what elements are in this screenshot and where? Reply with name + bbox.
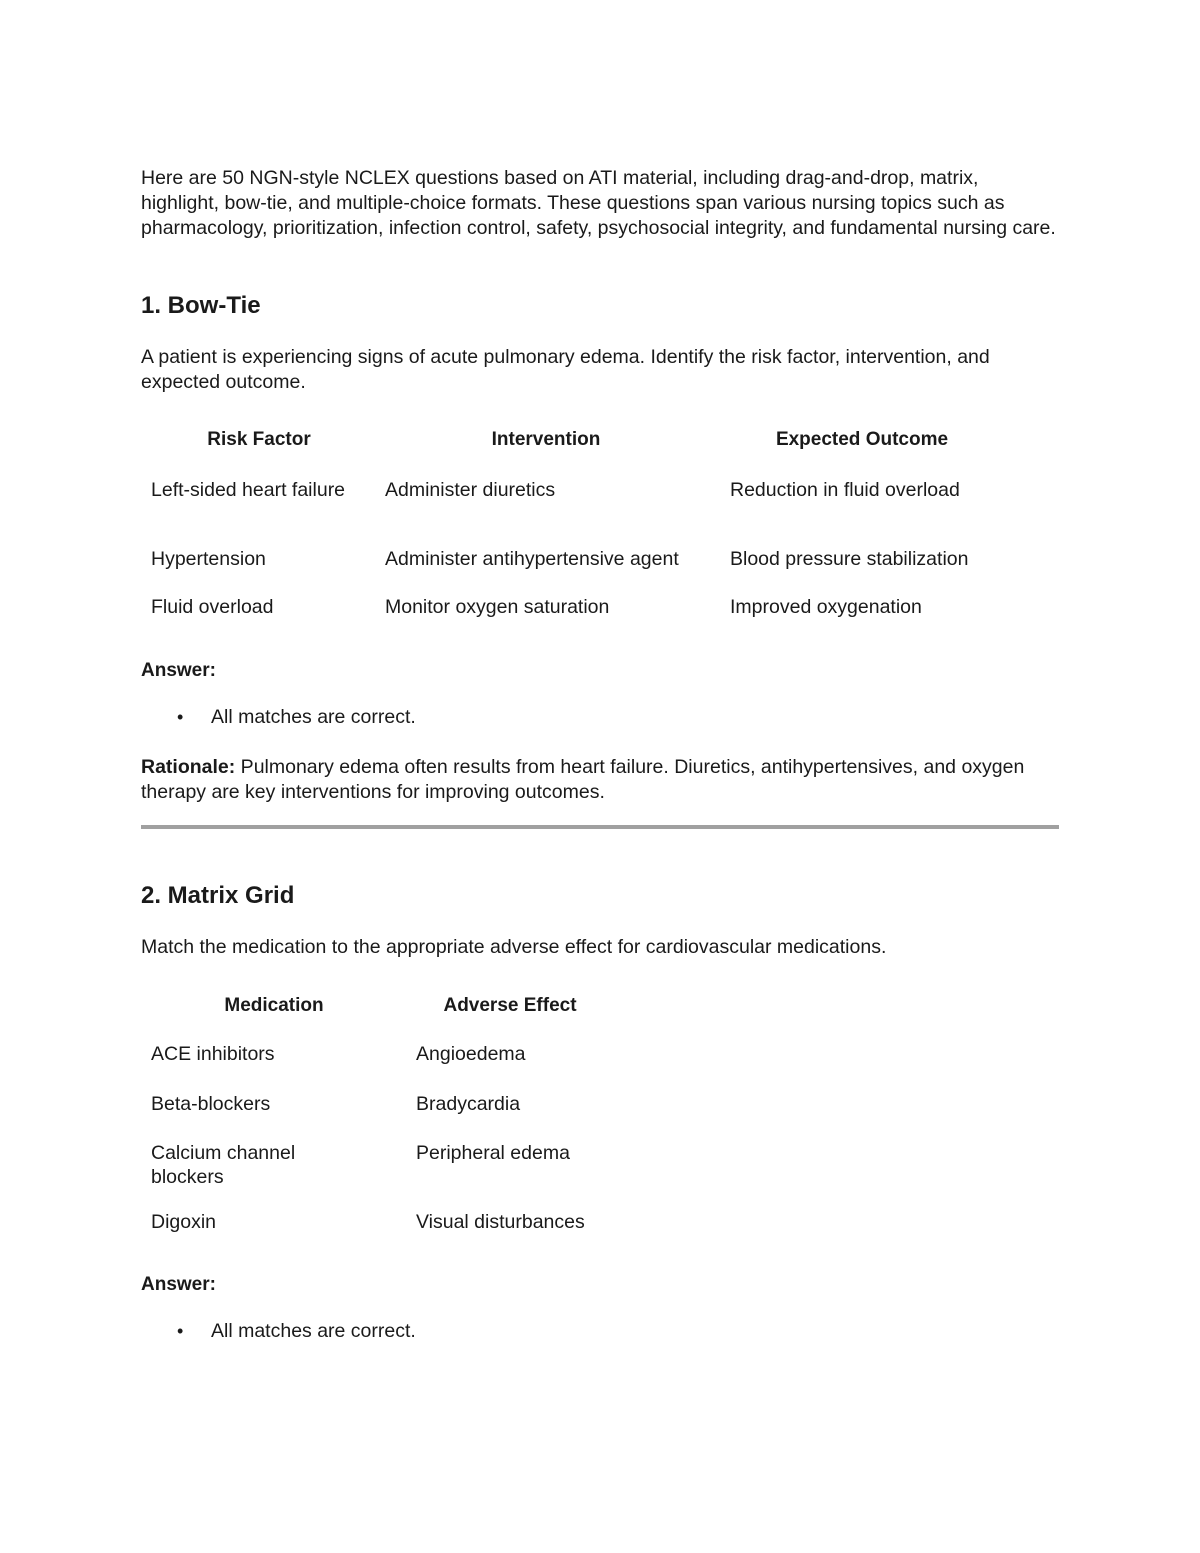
q1-rationale-label: Rationale:	[141, 756, 236, 778]
q1-header-expected-outcome: Expected Outcome	[775, 429, 949, 450]
q1-rationale-text: Pulmonary edema often results from heart failure. Diuretics, antihypertensives, and oxygen therapy are key interventions for improving outcomes.	[141, 756, 1025, 803]
q1-cell: Blood pressure stabilization	[730, 548, 969, 570]
q2-cell: Digoxin	[151, 1211, 217, 1233]
q1-prompt: A patient is experiencing signs of acute pulmonary edema. Identify the risk factor, intervention, and expected outcome.	[141, 346, 990, 393]
q1-title: 1. Bow-Tie	[141, 292, 261, 319]
q2-answer-text: All matches are correct.	[211, 1320, 416, 1342]
q1-rationale	[141, 755, 1056, 805]
q1-cell: Hypertension	[151, 548, 266, 570]
q1-header-risk-factor: Risk Factor	[207, 429, 311, 450]
q2-prompt: Match the medication to the appropriate adverse effect for cardiovascular medications.	[141, 936, 887, 958]
q2-cell: Beta-blockers	[151, 1093, 271, 1115]
q1-cell: Fluid overload	[151, 596, 274, 618]
q2-header-medication: Medication	[224, 995, 324, 1016]
q2-cell: ACE inhibitors	[151, 1043, 275, 1065]
q2-title: 2. Matrix Grid	[141, 882, 295, 909]
q2-cell: Angioedema	[416, 1043, 526, 1065]
q1-cell: Monitor oxygen saturation	[385, 596, 610, 618]
q2-answer-label: Answer:	[141, 1274, 216, 1295]
section-divider	[141, 825, 1059, 829]
q2-bullet-icon: •	[177, 1321, 184, 1341]
q2-cell: Calcium channel blockers	[151, 1142, 296, 1188]
q1-answer-text: All matches are correct.	[211, 706, 416, 728]
intro-paragraph: Here are 50 NGN-style NCLEX questions based on ATI material, including drag-and-drop, matrix, highlight, bow-tie, and multiple-choice formats. These questions span various nursing topics such as pharmacology, prioritization, infection control, safety, psychosocial integrity, and fundamental nursing care.	[141, 167, 1056, 239]
q1-cell: Left-sided heart failure	[151, 479, 346, 501]
q2-cell: Peripheral edema	[416, 1142, 570, 1164]
q1-cell: Reduction in fluid overload	[730, 479, 960, 501]
q1-cell: Improved oxygenation	[730, 596, 922, 618]
q1-answer-label: Answer:	[141, 660, 216, 681]
q1-bullet-icon: •	[177, 707, 184, 727]
q1-cell: Administer antihypertensive agent	[385, 548, 679, 570]
q1-header-intervention: Intervention	[491, 429, 601, 450]
q2-header-adverse-effect: Adverse Effect	[443, 995, 577, 1016]
q1-cell: Administer diuretics	[385, 479, 556, 501]
q2-cell: Visual disturbances	[416, 1211, 585, 1233]
q2-cell: Bradycardia	[416, 1093, 521, 1115]
